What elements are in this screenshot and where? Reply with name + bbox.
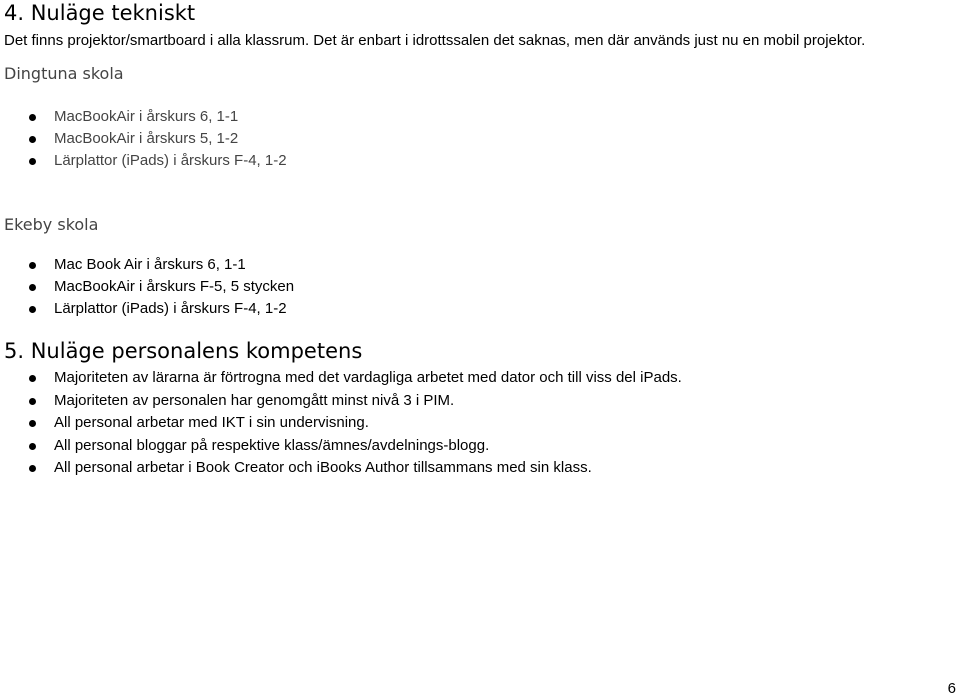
bullet-icon — [29, 284, 36, 291]
list-item — [0, 299, 294, 321]
list-item-text: MacBookAir i årskurs 6, 1-1 — [54, 108, 239, 125]
list-item — [0, 368, 682, 391]
dingtuna-heading: Dingtuna skola — [4, 64, 124, 83]
list-item — [0, 413, 682, 436]
list-item — [0, 277, 294, 299]
list-item — [0, 107, 287, 129]
list-item-text: All personal bloggar på respektive klass/ämnes/avdelnings-blogg. — [54, 436, 490, 454]
ekeby-list — [0, 255, 294, 321]
ekeby-heading: Ekeby skola — [4, 215, 99, 234]
competence-list — [0, 368, 682, 481]
section-4-intro: Det finns projektor/smartboard i alla klassrum. Det är enbart i idrottssalen det saknas, men där används just nu en mobil projektor. — [4, 32, 866, 49]
section-4-heading: 4. Nuläge tekniskt — [4, 1, 196, 25]
list-item — [0, 255, 294, 277]
list-item-text: Majoriteten av lärarna är förtrogna med det vardagliga arbetet med dator och till viss del iPads. — [54, 369, 682, 386]
list-item-text: Mac Book Air i årskurs 6, 1-1 — [54, 256, 246, 273]
list-item-text: MacBookAir i årskurs 5, 1-2 — [54, 130, 239, 147]
dingtuna-list — [0, 107, 287, 173]
list-item — [0, 391, 682, 414]
list-item — [0, 458, 682, 481]
bullet-icon — [29, 420, 36, 427]
page-number: 6 — [947, 680, 956, 697]
list-item-text: Lärplattor (iPads) i årskurs F-4, 1-2 — [54, 300, 287, 317]
bullet-icon — [29, 262, 36, 269]
bullet-icon — [29, 375, 36, 382]
bullet-icon — [29, 136, 36, 143]
list-item-text: Lärplattor (iPads) i årskurs F-4, 1-2 — [54, 152, 287, 169]
bullet-icon — [29, 306, 36, 313]
list-item-text: All personal arbetar i Book Creator och iBooks Author tillsammans med sin klass. — [54, 459, 592, 476]
list-item-text: Majoriteten av personalen har genomgått minst nivå 3 i PIM. — [54, 391, 455, 409]
list-item — [0, 129, 287, 151]
bullet-icon — [29, 465, 36, 472]
bullet-icon — [29, 158, 36, 165]
bullet-icon — [29, 443, 36, 450]
bullet-icon — [29, 114, 36, 121]
section-5-heading: 5. Nuläge personalens kompetens — [4, 339, 363, 363]
list-item — [0, 151, 287, 173]
bullet-icon — [29, 398, 36, 405]
list-item — [0, 436, 682, 459]
list-item-text: All personal arbetar med IKT i sin undervisning. — [54, 414, 369, 431]
list-item-text: MacBookAir i årskurs F-5, 5 stycken — [54, 278, 295, 295]
